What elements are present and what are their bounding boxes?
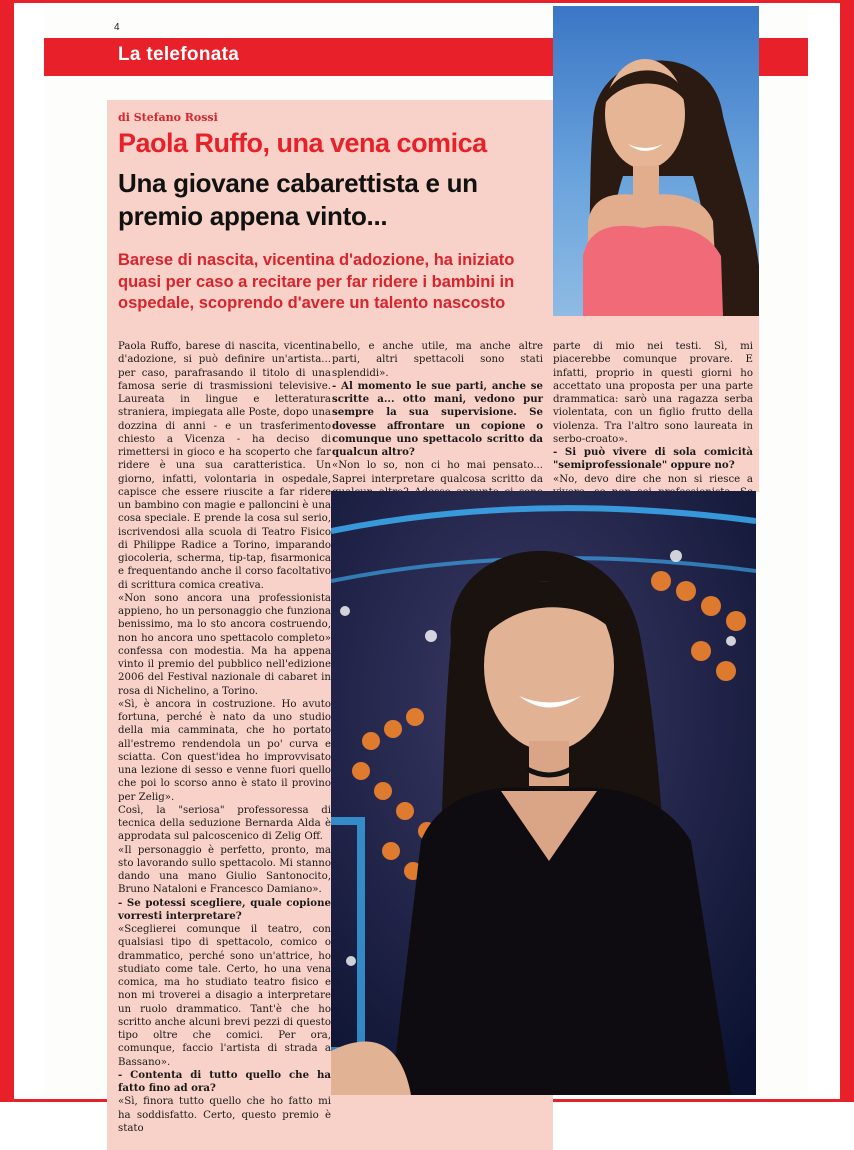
paragraph: «Non sono ancora una professionista appieno, ho un personaggio che funziona benissimo, ma lo sto ancora costruendo, non ho ancora uno spettacolo completo» confessa con modestia. Ma ha appena vinto il premio del pubblico nell'edizione 2006 del Festival nazionale di cabaret in rosa di Nichelino, a Torino. — [118, 592, 331, 697]
article-column-1 — [118, 340, 331, 1135]
page-number: 4 — [114, 22, 120, 33]
headline: Paola Ruffo, una vena comica — [118, 128, 487, 158]
paragraph: «Non lo so, non ci ho mai pensato... Saprei interpretare qualcosa scritto da — [332, 460, 543, 485]
interview-question: - Contenta di tutto quello che ha fatto fino ad ora? — [118, 1068, 331, 1094]
paragraph: Paola Ruffo, barese di nascita, vicentina d'adozione, si può definire un'artista... per caso, parafrasando il titolo di una famosa serie di trasmissioni televisive. Laureata in lingue e letteratura straniera, impiegata alle Poste, dopo una dozzina di anni - e un trasferimento chiesto a Vicenza - ha deciso di rimettersi in gioco e ha scoperto che far ridere è una sua caratteristica. Un giorno, infatti, volontaria in ospedale, capisce che essere riuscite a far ridere un bambino con magie e palloncini è una cosa speciale. E prende la cosa sul serio, iscrivendosi alla scuola di Teatro Fisico di Philippe Radice a Torino, imparando giocoleria, scherma, tip-tap, fisarmonica e frequentando anche il corso facoltativo di scrittura comica creativa. — [118, 341, 331, 591]
interview-question: - Al momento le sue parti, anche se scritte a... otto mani, vedono pur sempre la sua supervisione. Se dovesse affrontare un copione o comunque uno spettacolo scritto da qualcun altro? — [332, 379, 543, 458]
page-border-left — [0, 0, 14, 1102]
paragraph: bello, e anche utile, ma anche altre parti, altri spettacoli sono stati splendidi». — [332, 341, 543, 379]
stage-photo — [331, 491, 756, 1095]
portrait-photo — [553, 6, 759, 316]
section-title: La telefonata — [118, 44, 240, 65]
paragraph: parte di mio nei testi. Sì, mi piacerebbe comunque provare. E infatti, proprio in questi giorni ho accettato una proposta per una parte drammatica: sarò una ragazza serba violentata, con un figlio frutto della violenza. Tra l'altro sono laureata in serbo-croato». — [553, 341, 753, 445]
paragraph: «Sì, finora tutto quello che ho fatto mi ha soddisfatto. Certo, questo premio è stato — [118, 1096, 331, 1134]
paragraph: «No, devo dire che non si riesce a — [553, 473, 753, 485]
paragraph: «Il personaggio è perfetto, pronto, ma sto lavorando sullo spettacolo. Mi stanno dando una mano Giulio Santonocito, Bruno Nataloni e Francesco Damiano». — [118, 844, 331, 896]
interview-question: - Si può vivere di sola comicità "semiprofessionale" oppure no? — [553, 446, 753, 472]
byline: di Stefano Rossi — [118, 111, 218, 124]
page-border-right — [840, 0, 854, 1102]
article-column-3 — [553, 340, 753, 512]
lead-paragraph: Barese di nascita, vicentina d'adozione, ha iniziato quasi per caso a recitare per far ridere i bambini in ospedale, scoprendo d'avere un talento nascosto — [118, 251, 515, 312]
paragraph: Così, la "seriosa" professoressa di tecnica della seduzione Bernarda Alda è approdata sul palcoscenico di Zelig Off. — [118, 804, 331, 843]
paragraph: «Sceglierei comunque il teatro, con qualsiasi tipo di spettacolo, comico o drammatico, perché sono un'attrice, ho studiato come tale. Certo, ho una vena comica, ma ho studiato teatro fisico e non mi troverei a disagio a interpretare un ruolo drammatico. Tant'è che ho scritto anche alcuni brevi pezzi di questo tipo oltre che comici. Per ora, comunque, faccio l'artista di strada a Bassano». — [118, 924, 331, 1068]
interview-question: - Se potessi scegliere, quale copione vorresti interpretare? — [118, 896, 331, 922]
page-border-top — [0, 0, 854, 3]
paragraph: «Sì, è ancora in costruzione. Ho avuto fortuna, perché è nato da uno studio della mia camminata, che ho portato all'estremo rendendola un po' curva e sciatta. Con quest'idea ho improvvisato una lezione di sesso e venne fuori quello che poi lo scorso anno è stato il provino per Zelig». — [118, 698, 331, 803]
subheadline: Una giovane cabarettista e un premio appena vinto... — [118, 168, 478, 231]
